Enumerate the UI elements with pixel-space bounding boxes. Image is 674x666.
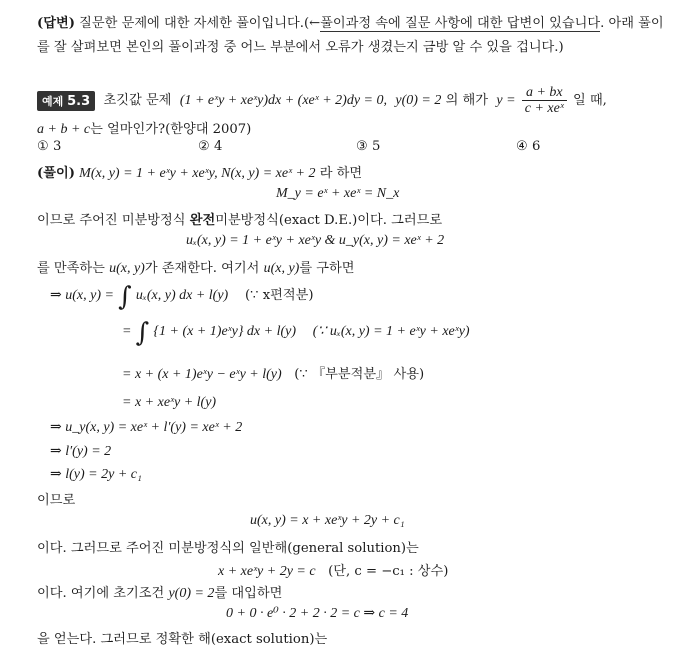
constant-evaluation: 0 + 0 · e⁰ · 2 + 2 · 2 = c ⇒ c = 4	[226, 606, 409, 621]
example-badge: 예제 5.3	[37, 91, 95, 111]
derivation-step-3: = x + (x + 1)eˣy − eˣy + l(y) (∵ 『부분적분』 사용)	[122, 367, 425, 382]
fraction-denominator: c + xeˣ	[524, 101, 564, 116]
example-y-eq: y =	[496, 93, 516, 108]
example-equation: (1 + eˣy + xeˣy)dx + (xeˣ + 2)dy = 0,	[179, 93, 387, 108]
derivation-step-1: ⇒ u(x, y) = ∫ uₓ(x, y) dx + l(y) (∵ x편적분)	[50, 282, 314, 312]
intro-text-1: 질문한 문제에 대한 자세한 풀이입니다.(←	[79, 16, 321, 31]
bold-term: 완전	[189, 213, 216, 228]
solution-fraction	[522, 85, 567, 116]
general-solution-note: (단, c = −c₁ : 상수)	[328, 564, 449, 579]
example-text-after: 일 때,	[573, 93, 607, 108]
text-therefore: 이므로	[37, 493, 76, 508]
intro-line-2: 를 잘 살펴보면 본인의 풀이과정 중 어느 부분에서 오류가 생겼는지 금방 알 수 있을 겁니다.)	[37, 40, 564, 55]
general-solution: x + xeˣy + 2y = c (단, c = −c₁ : 상수)	[218, 564, 449, 579]
intro-underlined-text: 풀이과정 속에 질문 사항에 대한 답변이 있습니다	[320, 16, 601, 31]
text-general-solution: 이다. 그러므로 주어진 미분방정식의 일반해(general solution)는	[37, 541, 419, 556]
fraction-numerator: a + bx	[522, 85, 567, 101]
intro-text-1-end: . 아래 풀이	[600, 16, 664, 31]
example-text-before: 초깃값 문제	[103, 93, 172, 108]
integral-sign-icon: ∫	[135, 318, 150, 348]
choice-2: ② 4	[198, 139, 223, 154]
solution-text-1: 라 하면	[319, 166, 363, 181]
example-text-mid: 의 해가	[445, 93, 488, 108]
derivation-note-1: (∵ x편적분)	[245, 288, 314, 303]
example-line-2	[37, 118, 251, 138]
partial-derivatives: uₓ(x, y) = 1 + eˣy + xeˣy & u_y(x, y) = xeˣ + 2	[186, 233, 445, 248]
choice-1: ① 3	[37, 139, 62, 154]
example-number: 5.3	[67, 93, 91, 109]
text-initial-condition: 이다. 여기에 초기조건 y(0) = 2를 대입하면	[37, 586, 283, 601]
derivation-note-3: (∵ 『부분적분』 사용)	[294, 367, 425, 382]
u-function: u(x, y)	[263, 261, 300, 276]
choice-3: ③ 5	[356, 139, 381, 154]
derivation-step-4: = x + xeˣy + l(y)	[122, 395, 217, 410]
example-initial: y(0) = 2	[395, 93, 442, 108]
text-exact-solution: 을 얻는다. 그러므로 정확한 해(exact solution)는	[37, 632, 328, 647]
solution-line-1	[37, 162, 362, 182]
exactness-check: M_y = eˣ + xeˣ = N_x	[276, 186, 400, 201]
solution-line-3: 이므로 주어진 미분방정식 완전미분방정식(exact D.E.)이다. 그러므로	[37, 213, 443, 228]
mn-definition: M(x, y) = 1 + eˣy + xeˣy, N(x, y) = xeˣ + 2	[79, 166, 316, 181]
example-sum: a + b + c	[37, 122, 91, 137]
answer-label: (답변)	[37, 16, 75, 31]
solution-label: (풀이)	[37, 166, 75, 181]
derivation-step-2: = ∫ {1 + (x + 1)eˣy} dx + l(y) (∵ uₓ(x, y) = 1 + eˣy + xeˣy)	[122, 318, 470, 348]
integral-sign-icon: ∫	[118, 282, 132, 312]
example-line-1	[37, 85, 607, 116]
choice-4: ④ 6	[516, 139, 541, 154]
derivation-step-5: ⇒ u_y(x, y) = xeˣ + l′(y) = xeˣ + 2	[50, 420, 243, 435]
potential-function: u(x, y) = x + xeˣy + 2y + c₁	[250, 513, 405, 528]
derivation-step-7: ⇒ l(y) = 2y + c₁	[50, 467, 142, 482]
intro-line-1	[37, 12, 664, 31]
solution-line-5: 를 만족하는 u(x, y)가 존재한다. 여기서 u(x, y)를 구하면	[37, 261, 355, 276]
derivation-step-6: ⇒ l′(y) = 2	[50, 444, 112, 459]
example-question: 는 얼마인가?(한양대 2007)	[90, 122, 252, 137]
derivation-note-2: (∵ uₓ(x, y) = 1 + eˣy + xeˣy)	[312, 324, 470, 339]
